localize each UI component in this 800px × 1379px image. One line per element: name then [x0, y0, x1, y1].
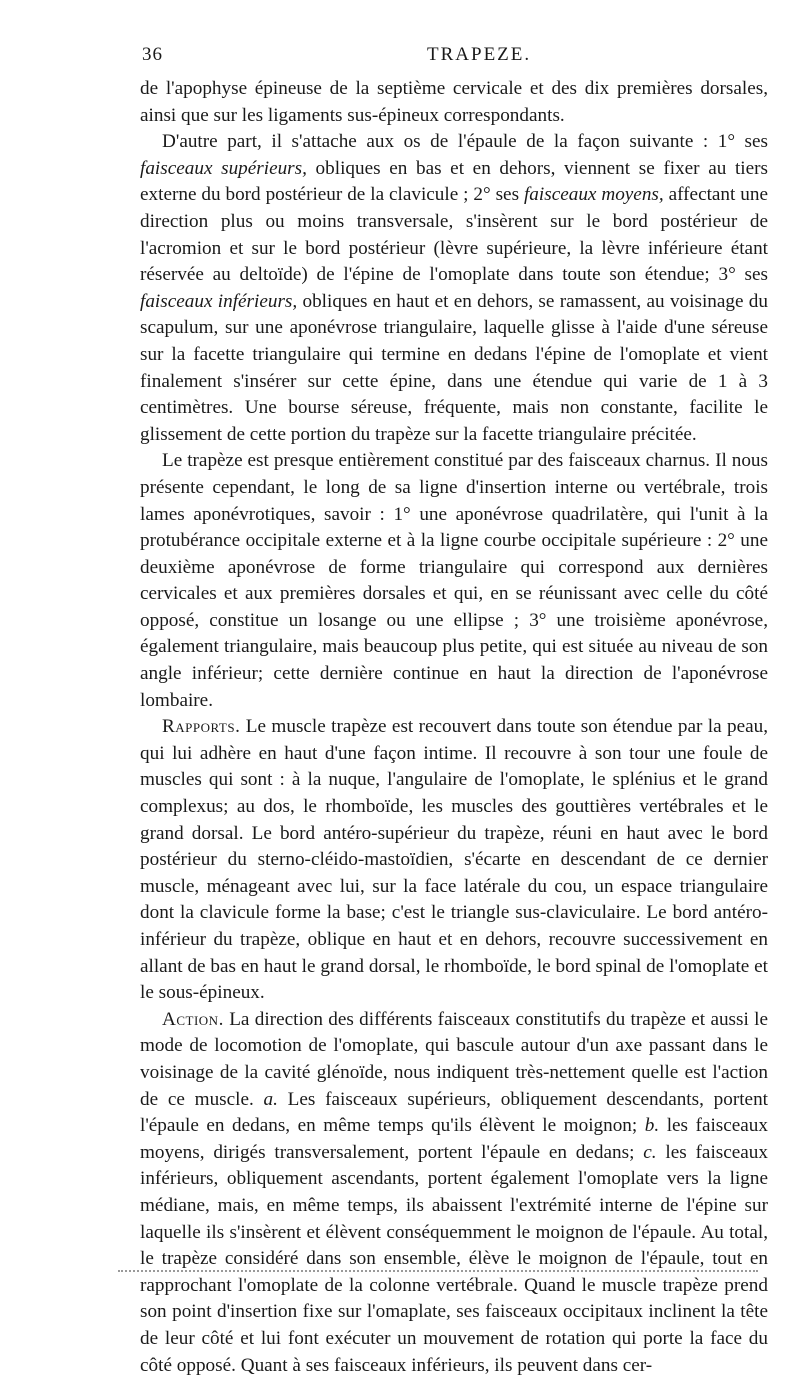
- text-run: Le muscle trapèze est recouvert dans toute son étendue par la peau, qui lui adhère en haut d'une façon intime. Il recouvre à son tour une foule de muscles qui sont : à la nuque, l'angulaire de l'omoplate, le splénius et le grand complexus; au dos, le rhomboïde, les muscles des gouttières vertébrales et le grand dorsal. Le bord antéro-supérieur du trapèze, réuni en haut avec le bord postérieur du sterno-cléido-mastoïdien, s'écarte en descendant de ce dernier muscle, ménageant avec lui, sur la face latérale du cou, un espace triangulaire dont la clavicule forme la base; c'est le triangle sus-claviculaire. Le bord antéro-inférieur du trapèze, oblique en haut et en dehors, recouvre successivement en allant de bas en haut le grand dorsal, le rhomboïde, le bord spinal de l'omoplate et le sous-épineux.: [140, 716, 768, 1004]
- paragraph: [140, 714, 768, 1007]
- section-heading: Rapports.: [162, 716, 241, 738]
- paragraph: [140, 448, 768, 714]
- text-run: les faisceaux inférieurs, obliquement ascendants, portent également l'omoplate vers la ligne médiane, mais, en même temps, ils abaissent l'extrémité interne de l'épine sur laquelle ils s'insèrent et élèvent conséquemment le moignon de l'épaule. Au total, le trapèze considéré dans son ensemble, élève le moignon de l'épaule, tout en rapprochant l'omoplate de la colonne vertébrale. Quand le muscle trapèze prend son point d'insertion fixe sur l'omaplate, ses faisceaux occipitaux inclinent la tête de leur côté et lui font exécuter un mouvement de rotation qui porte la face du côté opposé. Quant à ses faisceaux inférieurs, ils peuvent dans cer-: [140, 1141, 768, 1376]
- running-head: [142, 44, 767, 70]
- italic-text: faisceaux inférieurs,: [140, 290, 298, 312]
- text-run: les faisceaux moyens, dirigés transversalement, portent l'épaule en dedans;: [140, 1115, 768, 1163]
- italic-text: faisceaux moyens,: [523, 184, 664, 206]
- text-run: Le trapèze est presque entièrement constitué par des faisceaux charnus. Il nous présente cependant, le long de sa ligne d'insertion interne ou vertébrale, trois lames aponévrotiques, savoir : 1° une aponévrose quadrilatère, qui l'unit à la protubérance occipitale externe et à la ligne courbe occipitale supérieure : 2° une deuxième aponévrose de forme triangulaire qui correspond aux dernières cervicales et aux premières dorsales et qui, en se réunissant avec celle du côté opposé, constitue un losange ou une ellipse ; 3° une troisième aponévrose, également triangulaire, mais beaucoup plus petite, qui est située au niveau de son angle inférieur; cette dernière continue en haut la direction de l'aponévrose lombaire.: [140, 450, 768, 711]
- page-title: TRAPEZE.: [427, 44, 532, 65]
- text-run: D'autre part, il s'attache aux os de l'épaule de la façon suivante : 1° ses: [162, 131, 768, 153]
- text-run: obliques en bas et en dehors, viennent se fixer au tiers externe du bord postérieur de la clavicule ; 2° ses: [140, 157, 768, 206]
- text-run: affectant une direction plus ou moins transversale, s'insèrent sur le bord postérieur de l'acromion et sur le bord postérieur (lèvre supérieure, la lèvre inférieure étant réservée au deltoïde) de l'épine de l'omoplate dans toute son étendue; 3° ses: [140, 184, 768, 286]
- paragraph: [140, 1007, 768, 1379]
- body-text: [140, 76, 768, 1379]
- italic-text: c.: [643, 1141, 657, 1163]
- text-run: obliques en haut et en dehors, se ramassent, au voisinage du scapulum, sur une aponévrose triangulaire, laquelle glisse à l'aide d'une séreuse sur la facette triangulaire qui termine en dedans l'épine de l'omoplate et vient finalement s'insérer sur cette épine, dans une étendue qui varie de 1 à 3 centimètres. Une bourse séreuse, fréquente, mais non constante, facilite le glissement de cette portion du trapèze sur la facette triangulaire précitée.: [140, 290, 768, 445]
- page-number: 36: [142, 44, 163, 65]
- text-run: La direction des différents faisceaux constitutifs du trapèze et aussi le mode de locomotion de l'omoplate, qui bascule autour d'un axe passant dans le voisinage de la cavité glénoïde, nous indiquent très-nettement quelle est l'action de ce muscle.: [140, 1008, 768, 1110]
- italic-text: b.: [644, 1115, 660, 1137]
- text-run: Les faisceaux supérieurs, obliquement descendants, portent l'épaule en dedans, en même temps qu'ils élèvent le moignon;: [140, 1088, 768, 1137]
- section-heading: Action.: [162, 1008, 224, 1030]
- italic-text: a.: [263, 1088, 278, 1110]
- text-run: de l'apophyse épineuse de la septième cervicale et des dix premières dorsales, ainsi que sur les ligaments sus-épineux correspondants.: [140, 78, 768, 126]
- paragraph: [140, 129, 768, 448]
- italic-text: faisceaux supérieurs,: [140, 157, 307, 179]
- paragraph: [140, 76, 768, 129]
- footer-dotted-rule: [118, 1270, 758, 1272]
